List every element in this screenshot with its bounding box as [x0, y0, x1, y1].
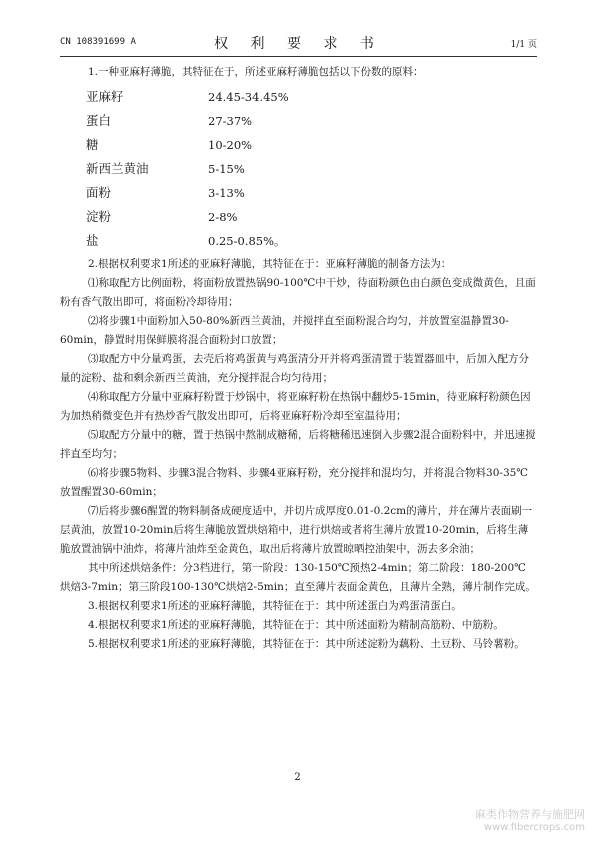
claim-4: 4.根据权利要求1所述的亚麻籽薄脆，其特征在于：其中所述面粉为精制高筋粉、中筋粉。 [88, 619, 504, 631]
step-1: ⑴称取配方比例面粉，将面粉放置热锅90-100℃中干炒，待面粉颜色由白颜色变成微黄色，且面粉有香气散出即可，将面粉冷却待用； [60, 277, 536, 308]
ingredient-value: 10-20% [208, 138, 253, 152]
step-5: ⑸取配方分量中的糖，置于热锅中熬制成糖稀，后将糖稀迅速倒入步骤2混合面粉料中，并迅速搅拌直至均匀； [60, 429, 536, 460]
claim-2-intro: 2.根据权利要求1所述的亚麻籽薄脆，其特征在于：亚麻籽薄脆的制备方法为： [88, 258, 452, 270]
ingredient-name: 淀粉 [86, 209, 112, 224]
ingredient-name: 新西兰黄油 [86, 161, 149, 176]
page-indicator: 1/1 页 [510, 40, 537, 50]
ingredient-name: 蛋白 [86, 113, 112, 128]
baking-conditions: 其中所述烘焙条件：分3档进行，第一阶段：130-150℃预热2-4min；第二阶段：180-200℃烘焙3-7min；第三阶段100-130℃烘焙2-5min；直至薄片表面金黄色，且薄片全熟，薄片制作完成。 [60, 562, 536, 593]
ingredient-name: 亚麻籽 [86, 89, 124, 104]
step-2: ⑵将步骤1中面粉加入50-80%新西兰黄油，并搅拌直至面粉混合均匀，并放置室温静置30-60min，静置时用保鲜膜将混合面粉封口放置； [60, 315, 509, 346]
step-6: ⑹将步骤5物料、步骤3混合物料、步骤4亚麻籽粉，充分搅拌和混均匀，并将混合物料30-35℃放置醒置30-60min； [60, 467, 529, 498]
watermark-url: www.fibercrops.com [483, 822, 585, 833]
step-7: ⑺后将步骤6醒置的物料制备成硬度适中，并切片成厚度0.01-0.2cm的薄片，并在薄片表面刷一层黄油，放置10-20min后将生薄脆放置烘焙箱中，进行烘焙或者将生薄片放置10-20min，后将生薄脆放置油锅中油炸，将薄片油炸至金黄色，取出后将薄片放置晾晒控油架中，沥去多余油； [60, 505, 533, 555]
claims-body [60, 63, 536, 654]
claim-5: 5.根据权利要求1所述的亚麻籽薄脆，其特征在于：其中所述淀粉为藕粉、土豆粉、马铃薯粉。 [88, 638, 525, 650]
step-4: ⑷称取配方分量中亚麻籽粉置于炒锅中，将亚麻籽粉在热锅中翻炒5-15min，待亚麻籽粉颜色因为加热稍微变色并有热炒香气散发出即可，后将亚麻籽粉冷却至室温待用； [60, 391, 531, 422]
ingredient-name: 盐 [86, 233, 99, 248]
ingredient-name: 糖 [86, 137, 99, 152]
page-header [60, 33, 537, 53]
ingredient-table [60, 85, 536, 253]
claim-3: 3.根据权利要求1所述的亚麻籽薄脆，其特征在于：其中所述蛋白为鸡蛋清蛋白。 [88, 600, 462, 612]
page-title: 权 利 要 求 书 [214, 36, 383, 52]
step-3: ⑶取配方中分量鸡蛋，去壳后将鸡蛋黄与鸡蛋清分开并将鸡蛋清置于装置器皿中，后加入配方分量的淀粉、盐和剩余新西兰黄油，充分搅拌混合均匀待用； [60, 353, 529, 384]
ingredient-value: 2-8% [208, 210, 238, 224]
watermark-site-name: 麻类作物营养与施肥网 [475, 808, 585, 821]
ingredient-value: 27-37% [208, 114, 253, 128]
document-number: CN 108391699 A [60, 37, 136, 47]
ingredient-value: 24.45-34.45% [208, 90, 289, 104]
watermark [425, 808, 585, 834]
ingredient-name: 面粉 [86, 185, 112, 200]
claim-1-intro: 1.一种亚麻籽薄脆，其特征在于，所述亚麻籽薄脆包括以下份数的原料： [88, 66, 424, 78]
page-number: 2 [294, 772, 301, 783]
ingredient-value: 3-13% [208, 186, 245, 200]
ingredient-value: 0.25-0.85%。 [208, 234, 286, 248]
header-divider [60, 56, 537, 57]
ingredient-value: 5-15% [208, 162, 245, 176]
